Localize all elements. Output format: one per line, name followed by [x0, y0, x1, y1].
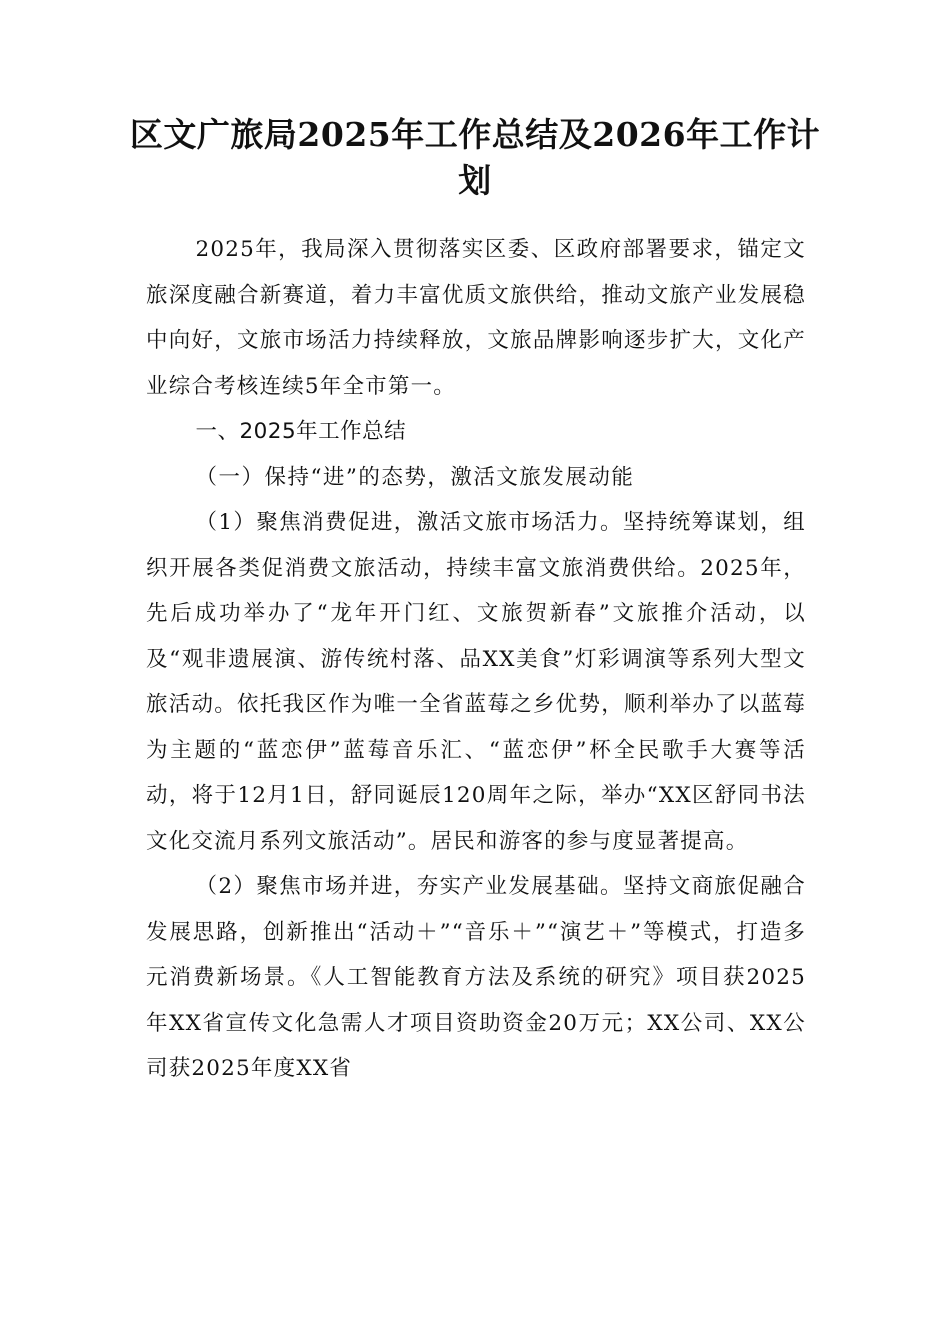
item-paragraph-2: （2）聚焦市场并进，夯实产业发展基础。坚持文商旅促融合发展思路，创新推出“活动＋”“音乐＋”“演艺＋”等模式，打造多元消费新场景。《人工智能教育方法及系统的研究》项目获2025年XX省宣传文化急需人才项目资助资金20万元；XX公司、XX公司获2025年度XX省	[146, 874, 806, 1081]
section-heading-1: 一、2025年工作总结	[195, 419, 407, 444]
document-body	[146, 227, 806, 1092]
subsection-heading-1: （一）保持“进”的态势，激活文旅发展动能	[195, 464, 635, 490]
item-paragraph-1: （1）聚焦消费促进，激活文旅市场活力。坚持统筹谋划，组织开展各类促消费文旅活动，持续丰富文旅消费供给。2025年，先后成功举办了“龙年开门红、文旅贺新春”文旅推介活动，以及“观非遗展演、游传统村落、品XX美食”灯彩调演等系列大型文旅活动。依托我区作为唯一全省蓝莓之乡优势，顺利举办了以蓝莓为主题的“蓝恋伊”蓝莓音乐汇、“蓝恋伊”杯全民歌手大赛等活动，将于12月1日，舒同诞辰120周年之际，举办“XX区舒同书法文化交流月系列文旅活动”。居民和游客的参与度显著提高。	[146, 510, 806, 854]
intro-paragraph: 2025年，我局深入贯彻落实区委、区政府部署要求，锚定文旅深度融合新赛道，着力丰富优质文旅供给，推动文旅产业发展稳中向好，文旅市场活力持续释放，文旅品牌影响逐步扩大，文化产业综合考核连续5年全市第一。	[146, 237, 806, 399]
document-title: 区文广旅局2025年工作总结及2026年工作计划	[129, 115, 821, 200]
